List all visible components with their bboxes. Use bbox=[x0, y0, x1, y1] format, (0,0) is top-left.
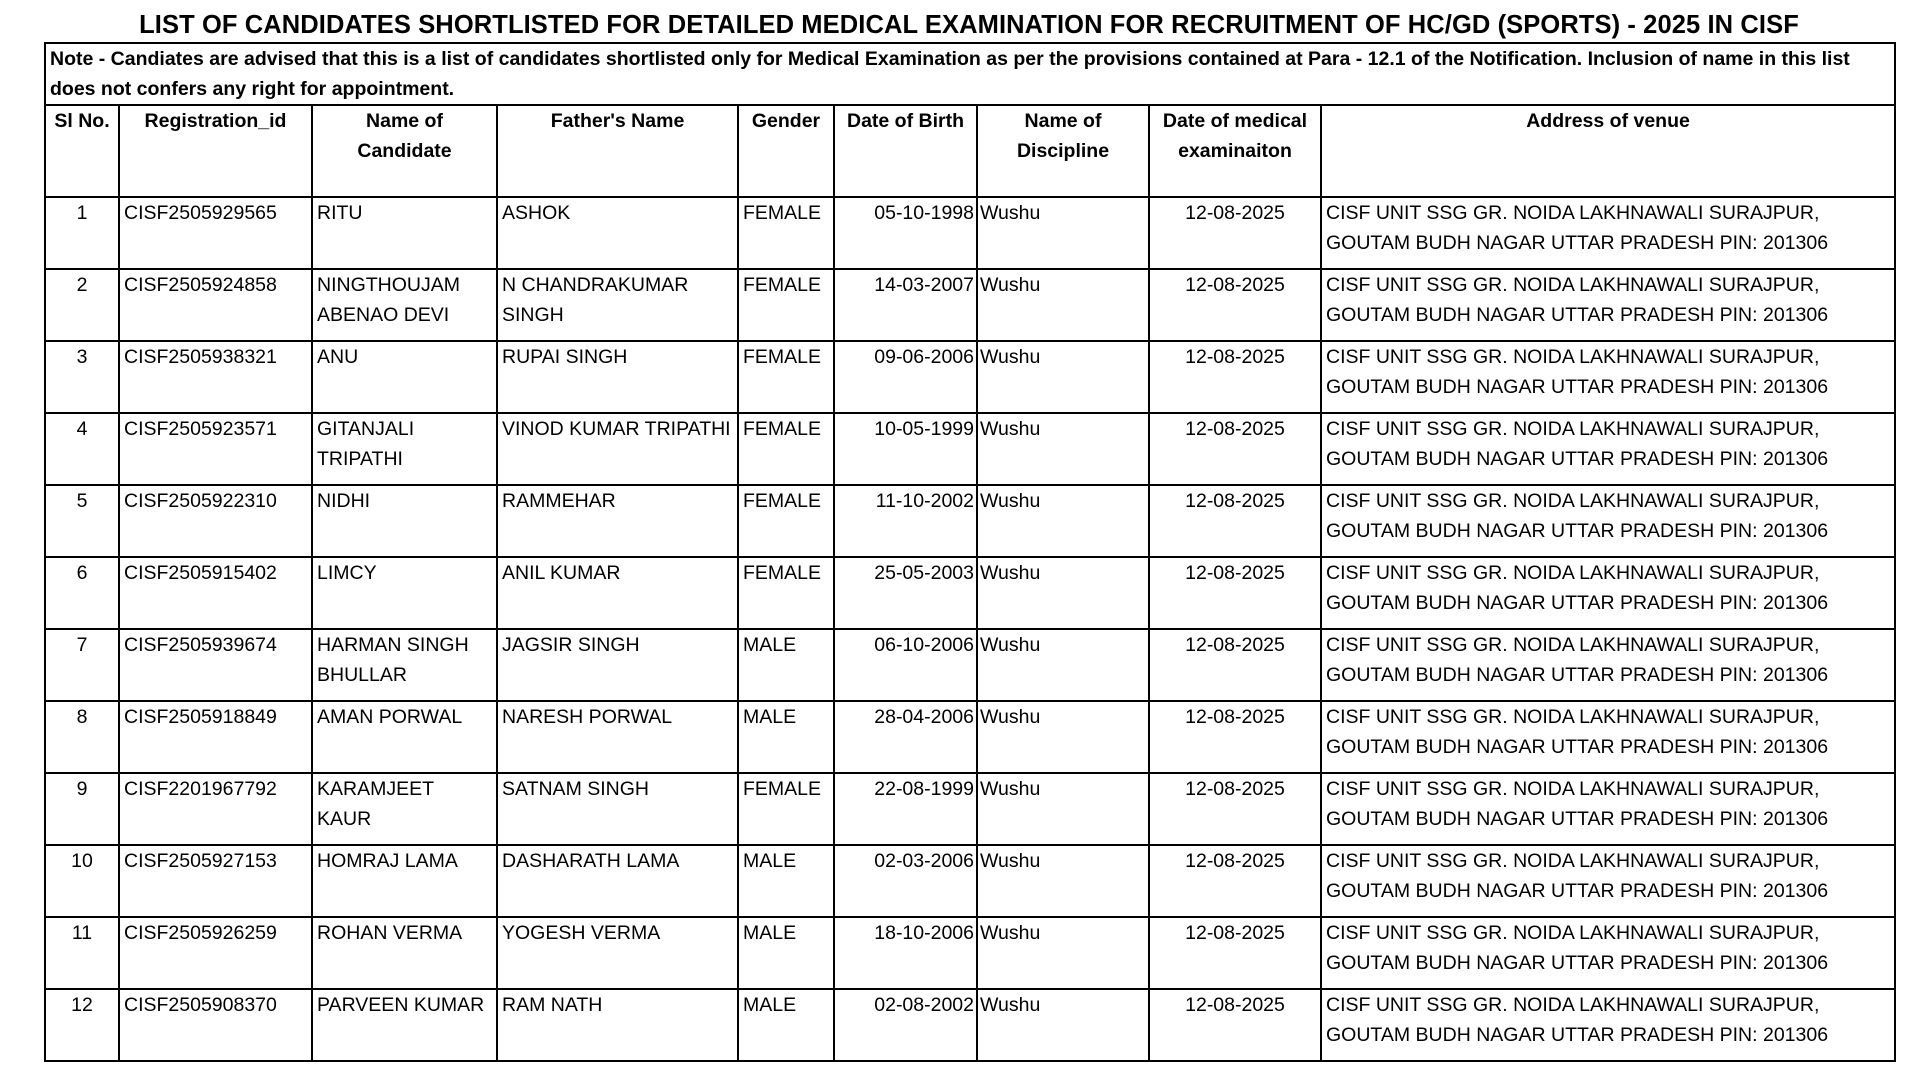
column-header-candidate-name: Name of Candidate bbox=[312, 105, 497, 197]
table-row bbox=[45, 269, 1895, 341]
cell-date-of-birth: 28-04-2006 bbox=[834, 701, 977, 773]
cell-discipline: Wushu bbox=[977, 701, 1149, 773]
cell-candidate-name: RITU bbox=[312, 197, 497, 269]
cell-candidate-name: AMAN PORWAL bbox=[312, 701, 497, 773]
cell-medical-date: 12-08-2025 bbox=[1149, 413, 1321, 485]
document-sheet bbox=[44, 8, 1894, 1062]
cell-medical-date: 12-08-2025 bbox=[1149, 989, 1321, 1061]
table-row bbox=[45, 845, 1895, 917]
cell-father-name: RAMMEHAR bbox=[497, 485, 738, 557]
cell-gender: FEMALE bbox=[738, 341, 834, 413]
cell-venue-address: CISF UNIT SSG GR. NOIDA LAKHNAWALI SURAJPUR, GOUTAM BUDH NAGAR UTTAR PRADESH PIN: 201306 bbox=[1321, 341, 1895, 413]
cell-candidate-name: NIDHI bbox=[312, 485, 497, 557]
column-header-venue-address: Address of venue bbox=[1321, 105, 1895, 197]
cell-medical-date: 12-08-2025 bbox=[1149, 845, 1321, 917]
cell-discipline: Wushu bbox=[977, 341, 1149, 413]
cell-medical-date: 12-08-2025 bbox=[1149, 197, 1321, 269]
cell-sl-no: 2 bbox=[45, 269, 119, 341]
cell-sl-no: 7 bbox=[45, 629, 119, 701]
column-header-medical-date: Date of medical examinaiton bbox=[1149, 105, 1321, 197]
cell-father-name: YOGESH VERMA bbox=[497, 917, 738, 989]
candidates-table bbox=[44, 42, 1896, 1062]
cell-medical-date: 12-08-2025 bbox=[1149, 485, 1321, 557]
cell-father-name: JAGSIR SINGH bbox=[497, 629, 738, 701]
cell-sl-no: 12 bbox=[45, 989, 119, 1061]
cell-discipline: Wushu bbox=[977, 557, 1149, 629]
cell-sl-no: 8 bbox=[45, 701, 119, 773]
cell-sl-no: 5 bbox=[45, 485, 119, 557]
cell-registration-id: CISF2505915402 bbox=[119, 557, 312, 629]
cell-father-name: NARESH PORWAL bbox=[497, 701, 738, 773]
cell-medical-date: 12-08-2025 bbox=[1149, 269, 1321, 341]
header-row bbox=[45, 105, 1895, 197]
cell-sl-no: 10 bbox=[45, 845, 119, 917]
cell-candidate-name: ANU bbox=[312, 341, 497, 413]
cell-date-of-birth: 02-08-2002 bbox=[834, 989, 977, 1061]
cell-gender: FEMALE bbox=[738, 557, 834, 629]
cell-venue-address: CISF UNIT SSG GR. NOIDA LAKHNAWALI SURAJPUR, GOUTAM BUDH NAGAR UTTAR PRADESH PIN: 201306 bbox=[1321, 701, 1895, 773]
cell-discipline: Wushu bbox=[977, 269, 1149, 341]
cell-sl-no: 11 bbox=[45, 917, 119, 989]
cell-father-name: RAM NATH bbox=[497, 989, 738, 1061]
column-header-sl-no: Sl No. bbox=[45, 105, 119, 197]
cell-discipline: Wushu bbox=[977, 485, 1149, 557]
cell-date-of-birth: 02-03-2006 bbox=[834, 845, 977, 917]
cell-medical-date: 12-08-2025 bbox=[1149, 629, 1321, 701]
cell-venue-address: CISF UNIT SSG GR. NOIDA LAKHNAWALI SURAJPUR, GOUTAM BUDH NAGAR UTTAR PRADESH PIN: 201306 bbox=[1321, 917, 1895, 989]
cell-registration-id: CISF2505926259 bbox=[119, 917, 312, 989]
cell-registration-id: CISF2505922310 bbox=[119, 485, 312, 557]
cell-gender: MALE bbox=[738, 701, 834, 773]
notice-text: Note - Candiates are advised that this is a list of candidates shortlisted only for Medical Examination as per the provisions contained at Para - 12.1 of the Notification. Inclusion of name in this list does not confers any right for appointment. bbox=[45, 43, 1895, 105]
cell-date-of-birth: 10-05-1999 bbox=[834, 413, 977, 485]
cell-candidate-name: NINGTHOUJAM ABENAO DEVI bbox=[312, 269, 497, 341]
cell-father-name: RUPAI SINGH bbox=[497, 341, 738, 413]
cell-sl-no: 3 bbox=[45, 341, 119, 413]
cell-father-name: SATNAM SINGH bbox=[497, 773, 738, 845]
cell-venue-address: CISF UNIT SSG GR. NOIDA LAKHNAWALI SURAJPUR, GOUTAM BUDH NAGAR UTTAR PRADESH PIN: 201306 bbox=[1321, 269, 1895, 341]
cell-registration-id: CISF2505908370 bbox=[119, 989, 312, 1061]
cell-candidate-name: LIMCY bbox=[312, 557, 497, 629]
table-row bbox=[45, 341, 1895, 413]
cell-date-of-birth: 18-10-2006 bbox=[834, 917, 977, 989]
cell-discipline: Wushu bbox=[977, 773, 1149, 845]
cell-gender: FEMALE bbox=[738, 197, 834, 269]
cell-candidate-name: PARVEEN KUMAR bbox=[312, 989, 497, 1061]
cell-registration-id: CISF2505929565 bbox=[119, 197, 312, 269]
cell-date-of-birth: 09-06-2006 bbox=[834, 341, 977, 413]
cell-date-of-birth: 05-10-1998 bbox=[834, 197, 977, 269]
cell-medical-date: 12-08-2025 bbox=[1149, 557, 1321, 629]
cell-sl-no: 4 bbox=[45, 413, 119, 485]
cell-gender: FEMALE bbox=[738, 413, 834, 485]
table-row bbox=[45, 917, 1895, 989]
table-row bbox=[45, 413, 1895, 485]
cell-discipline: Wushu bbox=[977, 917, 1149, 989]
cell-registration-id: CISF2505923571 bbox=[119, 413, 312, 485]
cell-registration-id: CISF2505938321 bbox=[119, 341, 312, 413]
cell-father-name: N CHANDRAKUMAR SINGH bbox=[497, 269, 738, 341]
cell-medical-date: 12-08-2025 bbox=[1149, 917, 1321, 989]
column-header-registration-id: Registration_id bbox=[119, 105, 312, 197]
cell-discipline: Wushu bbox=[977, 845, 1149, 917]
cell-gender: MALE bbox=[738, 629, 834, 701]
cell-discipline: Wushu bbox=[977, 197, 1149, 269]
cell-gender: FEMALE bbox=[738, 269, 834, 341]
cell-father-name: VINOD KUMAR TRIPATHI bbox=[497, 413, 738, 485]
table-row bbox=[45, 701, 1895, 773]
cell-candidate-name: HARMAN SINGH BHULLAR bbox=[312, 629, 497, 701]
cell-gender: MALE bbox=[738, 845, 834, 917]
cell-gender: MALE bbox=[738, 917, 834, 989]
cell-venue-address: CISF UNIT SSG GR. NOIDA LAKHNAWALI SURAJPUR, GOUTAM BUDH NAGAR UTTAR PRADESH PIN: 201306 bbox=[1321, 557, 1895, 629]
cell-medical-date: 12-08-2025 bbox=[1149, 341, 1321, 413]
column-header-father-name: Father's Name bbox=[497, 105, 738, 197]
cell-date-of-birth: 25-05-2003 bbox=[834, 557, 977, 629]
cell-venue-address: CISF UNIT SSG GR. NOIDA LAKHNAWALI SURAJPUR, GOUTAM BUDH NAGAR UTTAR PRADESH PIN: 201306 bbox=[1321, 413, 1895, 485]
cell-father-name: DASHARATH LAMA bbox=[497, 845, 738, 917]
cell-candidate-name: GITANJALI TRIPATHI bbox=[312, 413, 497, 485]
cell-venue-address: CISF UNIT SSG GR. NOIDA LAKHNAWALI SURAJPUR, GOUTAM BUDH NAGAR UTTAR PRADESH PIN: 201306 bbox=[1321, 629, 1895, 701]
cell-gender: MALE bbox=[738, 989, 834, 1061]
cell-medical-date: 12-08-2025 bbox=[1149, 773, 1321, 845]
cell-registration-id: CISF2505939674 bbox=[119, 629, 312, 701]
cell-discipline: Wushu bbox=[977, 629, 1149, 701]
cell-registration-id: CISF2505918849 bbox=[119, 701, 312, 773]
cell-candidate-name: ROHAN VERMA bbox=[312, 917, 497, 989]
cell-discipline: Wushu bbox=[977, 413, 1149, 485]
cell-sl-no: 6 bbox=[45, 557, 119, 629]
cell-venue-address: CISF UNIT SSG GR. NOIDA LAKHNAWALI SURAJPUR, GOUTAM BUDH NAGAR UTTAR PRADESH PIN: 201306 bbox=[1321, 485, 1895, 557]
cell-registration-id: CISF2505927153 bbox=[119, 845, 312, 917]
table-row bbox=[45, 773, 1895, 845]
column-header-date-of-birth: Date of Birth bbox=[834, 105, 977, 197]
cell-sl-no: 1 bbox=[45, 197, 119, 269]
cell-registration-id: CISF2201967792 bbox=[119, 773, 312, 845]
page-title: LIST OF CANDIDATES SHORTLISTED FOR DETAILED MEDICAL EXAMINATION FOR RECRUITMENT OF HC/GD (SPORTS) - 2025 IN CISF bbox=[139, 11, 1799, 39]
cell-venue-address: CISF UNIT SSG GR. NOIDA LAKHNAWALI SURAJPUR, GOUTAM BUDH NAGAR UTTAR PRADESH PIN: 201306 bbox=[1321, 845, 1895, 917]
column-header-gender: Gender bbox=[738, 105, 834, 197]
cell-candidate-name: HOMRAJ LAMA bbox=[312, 845, 497, 917]
cell-discipline: Wushu bbox=[977, 989, 1149, 1061]
table-row bbox=[45, 989, 1895, 1061]
cell-venue-address: CISF UNIT SSG GR. NOIDA LAKHNAWALI SURAJPUR, GOUTAM BUDH NAGAR UTTAR PRADESH PIN: 201306 bbox=[1321, 989, 1895, 1061]
table-row bbox=[45, 485, 1895, 557]
table-row bbox=[45, 629, 1895, 701]
cell-date-of-birth: 22-08-1999 bbox=[834, 773, 977, 845]
cell-registration-id: CISF2505924858 bbox=[119, 269, 312, 341]
cell-father-name: ASHOK bbox=[497, 197, 738, 269]
cell-medical-date: 12-08-2025 bbox=[1149, 701, 1321, 773]
cell-sl-no: 9 bbox=[45, 773, 119, 845]
cell-father-name: ANIL KUMAR bbox=[497, 557, 738, 629]
cell-venue-address: CISF UNIT SSG GR. NOIDA LAKHNAWALI SURAJPUR, GOUTAM BUDH NAGAR UTTAR PRADESH PIN: 201306 bbox=[1321, 197, 1895, 269]
table-row bbox=[45, 557, 1895, 629]
cell-date-of-birth: 06-10-2006 bbox=[834, 629, 977, 701]
cell-venue-address: CISF UNIT SSG GR. NOIDA LAKHNAWALI SURAJPUR, GOUTAM BUDH NAGAR UTTAR PRADESH PIN: 201306 bbox=[1321, 773, 1895, 845]
cell-candidate-name: KARAMJEET KAUR bbox=[312, 773, 497, 845]
cell-gender: FEMALE bbox=[738, 773, 834, 845]
column-header-discipline: Name of Discipline bbox=[977, 105, 1149, 197]
cell-date-of-birth: 11-10-2002 bbox=[834, 485, 977, 557]
cell-gender: FEMALE bbox=[738, 485, 834, 557]
table-row bbox=[45, 197, 1895, 269]
cell-date-of-birth: 14-03-2007 bbox=[834, 269, 977, 341]
